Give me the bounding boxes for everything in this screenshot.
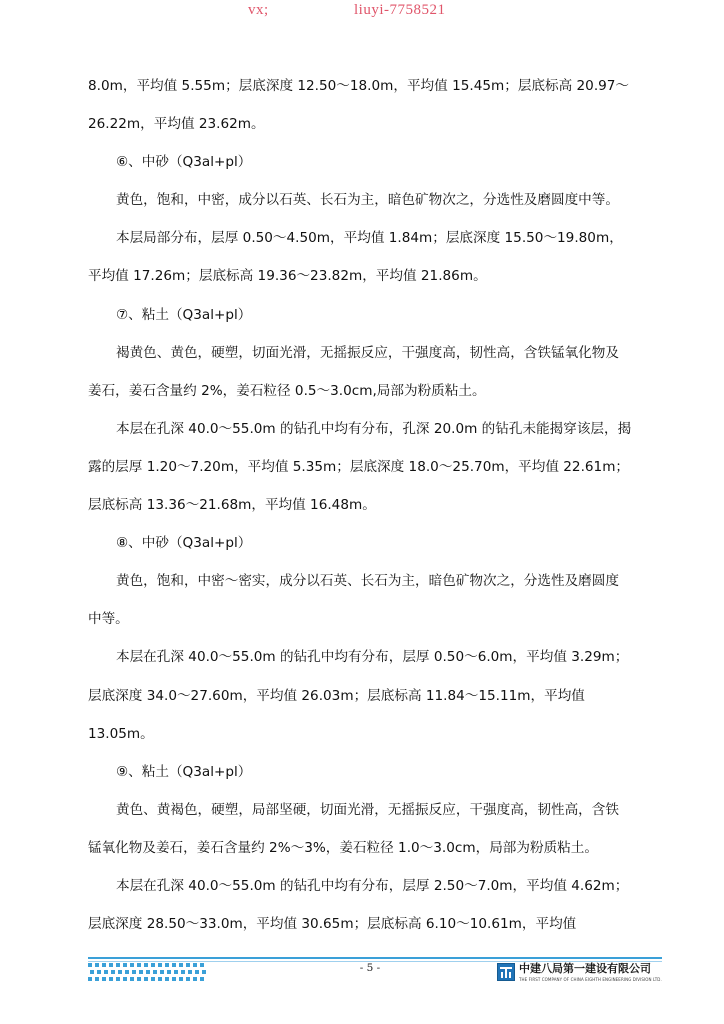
watermark-contact-id: liuyi-7758521 <box>354 2 446 18</box>
paragraph-line: 锰氧化物及姜石，姜石含量约 2%～3%，姜石粒径 1.0～3.0cm，局部为粉质粘土。 <box>88 839 598 856</box>
document-body <box>88 67 668 943</box>
paragraph-line: 褐黄色、黄色，硬塑，切面光滑，无摇振反应，干强度高，韧性高，含铁锰氧化物及 <box>116 344 619 361</box>
paragraph-line: 黄色，饱和，中密～密实，成分以石英、长石为主，暗色矿物次之，分选性及磨圆度 <box>116 573 619 590</box>
paragraph-line: ⑥、中砂（Q3al+pl） <box>116 154 252 171</box>
paragraph-line: 8.0m，平均值 5.55m；层底深度 12.50～18.0m，平均值 15.45m；层底标高 20.97～ <box>88 78 630 94</box>
watermark <box>0 2 724 22</box>
page-number: - 5 - <box>359 962 381 974</box>
paragraph-line: ⑧、中砂（Q3al+pl） <box>116 535 252 552</box>
footer-rule <box>88 957 662 959</box>
company-name-en: THE FIRST COMPANY OF CHINA EIGHTH ENGINEERING DIVISION LTD. <box>519 977 662 982</box>
company-name: 中建八局第一建设有限公司 <box>519 962 651 975</box>
paragraph-line: 中等。 <box>88 611 129 628</box>
footer-pattern-icon <box>88 962 206 984</box>
paragraph-line: 姜石，姜石含量约 2%，姜石粒径 0.5～3.0cm,局部为粉质粘土。 <box>88 382 486 399</box>
paragraph-line: 层底深度 28.50～33.0m，平均值 30.65m；层底标高 6.10～10.61m，平均值 <box>88 916 577 933</box>
paragraph-line: 黄色，饱和，中密，成分以石英、长石为主，暗色矿物次之，分选性及磨圆度中等。 <box>116 192 619 209</box>
paragraph-line: 本层在孔深 40.0～55.0m 的钻孔中均有分布，层厚 0.50～6.0m，平均值 3.29m； <box>116 649 629 666</box>
paragraph-line: 本层局部分布，层厚 0.50～4.50m，平均值 1.84m；层底深度 15.50～19.80m， <box>116 230 623 247</box>
paragraph-line: 13.05m。 <box>88 725 154 742</box>
paragraph-line: 本层在孔深 40.0～55.0m 的钻孔中均有分布，孔深 20.0m 的钻孔未能揭穿该层，揭 <box>116 420 632 437</box>
watermark-contact-label: vx; <box>248 2 269 18</box>
paragraph-line: 层底深度 34.0～27.60m，平均值 26.03m；层底标高 11.84～15.11m，平均值 <box>88 687 585 704</box>
paragraph-line: ⑦、粘土（Q3al+pl） <box>116 306 252 323</box>
paragraph-line: 平均值 17.26m；层底标高 19.36～23.82m，平均值 21.86m。 <box>88 268 487 285</box>
paragraph-line: 26.22m，平均值 23.62m。 <box>88 116 265 133</box>
paragraph-line: 本层在孔深 40.0～55.0m 的钻孔中均有分布，层厚 2.50～7.0m，平均值 4.62m； <box>116 877 629 894</box>
paragraph-line: 露的层厚 1.20～7.20m，平均值 5.35m；层底深度 18.0～25.70m，平均值 22.61m； <box>88 458 630 475</box>
paragraph-line: 层底标高 13.36～21.68m，平均值 16.48m。 <box>88 497 376 514</box>
paragraph-line: ⑨、粘土（Q3al+pl） <box>116 763 252 780</box>
company-logo-icon <box>497 963 515 981</box>
paragraph-line: 黄色、黄褐色，硬塑，局部坚硬，切面光滑，无摇振反应，干强度高，韧性高，含铁 <box>116 801 619 818</box>
